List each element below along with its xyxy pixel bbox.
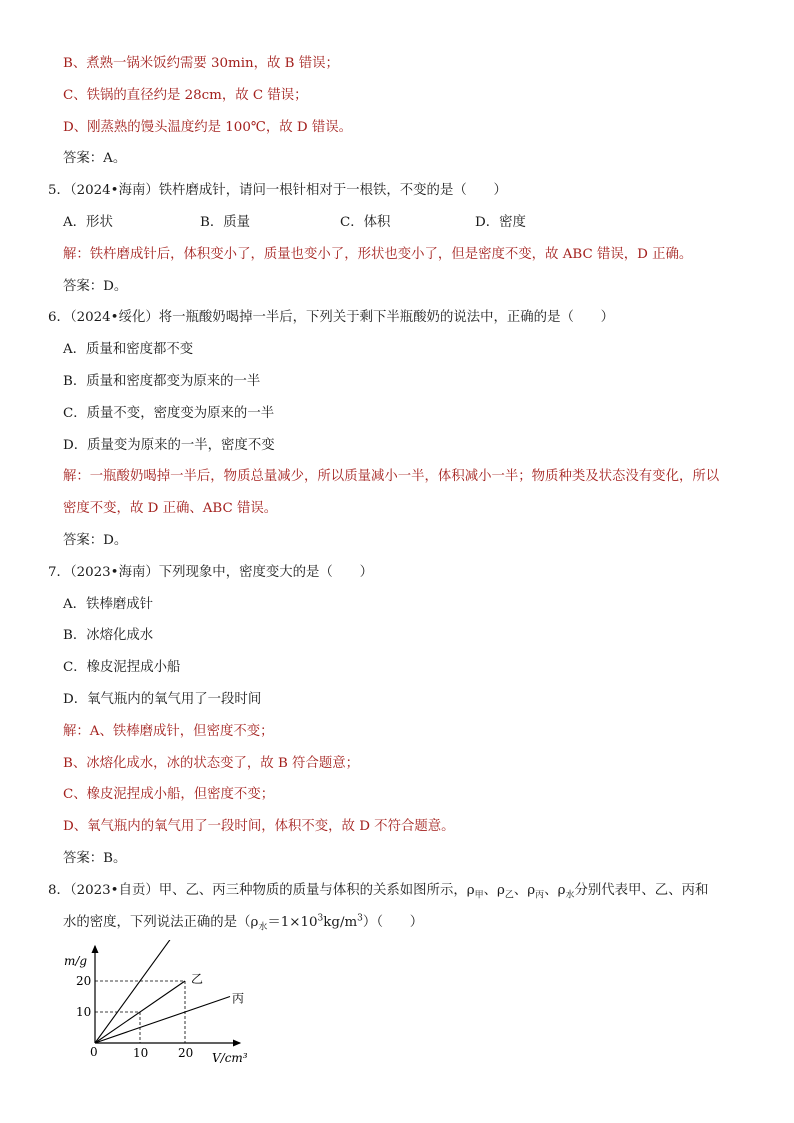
- q5-answer: 答案：D。: [63, 279, 128, 294]
- origin-label: 0: [90, 1045, 98, 1059]
- prev-option-d-explain: D、刚蒸熟的馒头温度约是 100℃，故 D 错误。: [63, 120, 353, 135]
- q8-stem-line2: 水的密度，下列说法正确的是$(\rho_水=1\times 10^3kg/m^3)$（ ）: [63, 913, 424, 933]
- y-tick-label-20: 20: [76, 974, 92, 988]
- x-axis-label: V/cm³: [212, 1051, 248, 1065]
- series-label-乙: 乙: [191, 972, 204, 986]
- q7-option-d: D．氧气瓶内的氧气用了一段时间: [63, 692, 262, 707]
- q7-option-a: A．铁棒磨成针: [63, 597, 154, 612]
- q5-option-c: C．体积: [340, 215, 391, 230]
- x-tick-label-20: 20: [178, 1046, 194, 1060]
- q7-option-c: C．橡皮泥捏成小船: [63, 660, 181, 675]
- q7-solution-d: D、氧气瓶内的氧气用了一段时间，体积不变，故 D 不符合题意。: [63, 819, 455, 834]
- q6-option-a: A．质量和密度都不变: [63, 342, 194, 357]
- series-line-丙: [95, 997, 230, 1044]
- mass-volume-chart: [60, 940, 260, 1065]
- q6-option-b: B．质量和密度都变为原来的一半: [63, 374, 261, 389]
- q7-stem: 7．（2023•海南）下列现象中，密度变大的是（ ）: [48, 565, 373, 580]
- y-axis-label: m/g: [64, 954, 88, 968]
- q6-option-d: D．质量变为原来的一半，密度不变: [63, 438, 275, 453]
- q6-answer: 答案：D。: [63, 533, 128, 548]
- q6-stem: 6．（2024•绥化）将一瓶酸奶喝掉一半后，下列关于剩下半瓶酸奶的说法中，正确的是（ ）: [48, 310, 615, 325]
- q6-option-c: C．质量不变，密度变为原来的一半: [63, 406, 275, 421]
- q7-solution-a: 解：A、铁棒磨成针，但密度不变；: [63, 724, 274, 739]
- q8-stem-line1: 8．（2023•自贡）甲、乙、丙三种物质的质量与体积的关系如图所示，$\rho_甲$、$\rho_乙$、$\rho_丙$、$\rho_水$分别代表甲、乙、丙和: [48, 883, 709, 901]
- q5-option-d: D．密度: [475, 215, 526, 230]
- q5-solution: 解：铁杵磨成针后，体积变小了，质量也变小了，形状也变小了，但是密度不变，故 ABC 错误，D 正确。: [63, 247, 693, 262]
- q7-option-b: B．冰熔化成水: [63, 628, 154, 643]
- prev-option-b-explain: B、煮熟一锅米饭约需要 30min，故 B 错误；: [63, 56, 339, 71]
- q5-stem: 5．（2024•海南）铁杵磨成针，请问一根针相对于一根铁，不变的是（ ）: [48, 183, 507, 198]
- q7-solution-c: C、橡皮泥捏成小船，但密度不变；: [63, 787, 275, 802]
- q6-solution-line2: 密度不变，故 D 正确、ABC 错误。: [63, 501, 278, 516]
- prev-option-c-explain: C、铁锅的直径约是 28cm，故 C 错误；: [63, 88, 308, 103]
- q7-answer: 答案：B。: [63, 851, 127, 866]
- series-label-丙: 丙: [232, 991, 245, 1006]
- q6-solution-line1: 解：一瓶酸奶喝掉一半后，物质总量减少，所以质量减小一半，体积减小一半；物质种类及状态没有变化，所以: [63, 469, 720, 484]
- y-tick-label-10: 10: [76, 1005, 92, 1019]
- q7-solution-b: B、冰熔化成水，冰的状态变了，故 B 符合题意；: [63, 756, 360, 771]
- x-tick-label-10: 10: [133, 1046, 149, 1060]
- q5-option-a: A．形状: [63, 215, 113, 230]
- q5-option-b: B．质量: [200, 215, 251, 230]
- prev-answer: 答案：A。: [63, 151, 127, 166]
